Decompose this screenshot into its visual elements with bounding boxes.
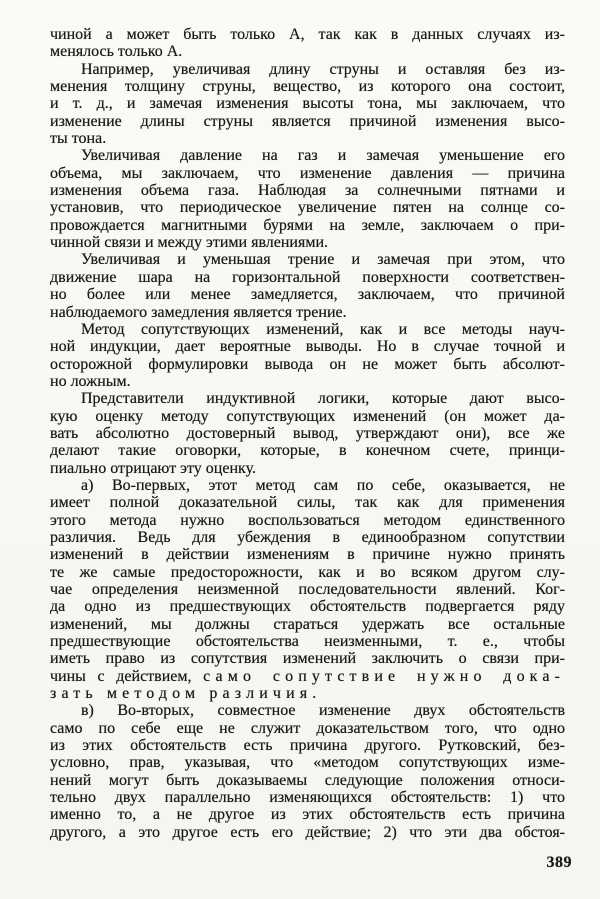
page-number: 389 bbox=[546, 854, 572, 871]
text-line bbox=[50, 234, 565, 251]
text-segment: ной индукции, дает вероятные выводы. Но в случае точной и bbox=[50, 338, 565, 356]
emphasized-text-segment: само сопутствие нужно дока- bbox=[203, 667, 566, 685]
text-segment: различия. Ведь для убеждения в единообразном сопутствии bbox=[50, 528, 565, 546]
text-segment: Метод сопутствующих изменений, как и все методы науч- bbox=[81, 320, 565, 338]
text-line bbox=[50, 720, 565, 737]
text-line bbox=[50, 321, 565, 338]
text-line bbox=[50, 373, 565, 390]
text-segment: ты тона. bbox=[50, 130, 107, 148]
text-line bbox=[50, 251, 565, 268]
text-segment: изменений в действии изменениям в причине нужно принять bbox=[50, 546, 565, 564]
text-segment: имеет полной доказательной силы, так как для применения bbox=[50, 494, 565, 512]
text-line bbox=[50, 217, 565, 234]
text-line bbox=[50, 598, 565, 615]
text-segment: а) Во-первых, этот метод сам по себе, оказывается, не bbox=[81, 476, 565, 494]
text-line bbox=[50, 182, 565, 199]
text-line bbox=[50, 529, 565, 546]
text-segment: кую оценку методу сопутствующих изменений (он может да- bbox=[50, 407, 565, 425]
text-line bbox=[50, 130, 565, 147]
text-segment: другого, а это другое есть его действие; 2) что эти два обстоя- bbox=[50, 823, 565, 841]
text-segment: и т. д., и замечая изменения высоты тона, мы заключаем, что bbox=[50, 95, 565, 113]
text-segment: установив, что периодическое увеличение пятен на солнце со- bbox=[50, 199, 565, 217]
text-line bbox=[50, 338, 565, 355]
text-line bbox=[50, 616, 565, 633]
text-segment: делают такие оговорки, которые, в конечном счете, принци- bbox=[50, 442, 565, 460]
text-line bbox=[50, 512, 565, 529]
text-segment: чинной связи и между этими явлениями. bbox=[50, 234, 329, 252]
text-segment: именно то, а не другое из этих обстоятельств есть причина bbox=[50, 806, 565, 824]
text-segment: Увеличивая давление на газ и замечая уменьшение его bbox=[81, 147, 565, 165]
text-line bbox=[50, 269, 565, 286]
text-segment: тельно двух параллельно изменяющихся обстоятельств: 1) что bbox=[50, 789, 565, 807]
text-line bbox=[50, 633, 565, 650]
page-text-block bbox=[50, 26, 565, 841]
text-segment: в) Во-вторых, совместное изменение двух обстоятельств bbox=[81, 702, 565, 720]
text-line bbox=[50, 494, 565, 511]
text-segment: вать абсолютно достоверный вывод, утверждают они), все же bbox=[50, 424, 565, 442]
text-segment: изменения объема газа. Наблюдая за солнечными пятнами и bbox=[50, 182, 565, 200]
text-line bbox=[50, 754, 565, 771]
text-segment: нений могут быть доказываемы следующие положения относи- bbox=[50, 771, 565, 789]
text-line bbox=[50, 789, 565, 806]
text-segment: этого метода нужно воспользоваться методом единственного bbox=[50, 511, 565, 529]
text-segment: менялось только А. bbox=[50, 43, 183, 61]
text-line bbox=[50, 685, 565, 702]
text-line bbox=[50, 26, 565, 43]
text-segment: те же самые предосторожности, как и во всяком другом слу- bbox=[50, 563, 565, 581]
text-line bbox=[50, 737, 565, 754]
text-line bbox=[50, 113, 565, 130]
text-segment: само по себе еще не служит доказательством того, что одно bbox=[50, 719, 565, 737]
text-segment: менения толщину струны, вещество, из которого она состоит, bbox=[50, 78, 565, 96]
text-segment: провождается магнитными бурями на земле, заключаем о при- bbox=[50, 216, 565, 234]
text-line bbox=[50, 304, 565, 321]
text-line bbox=[50, 425, 565, 442]
text-line bbox=[50, 78, 565, 95]
text-line bbox=[50, 546, 565, 563]
text-segment: осторожной формулировки вывода он не может быть абсолют- bbox=[50, 355, 565, 373]
text-line bbox=[50, 408, 565, 425]
text-line bbox=[50, 286, 565, 303]
text-line bbox=[50, 147, 565, 164]
text-segment: предшествующие обстоятельства неизменными, т. е., чтобы bbox=[50, 633, 565, 651]
emphasized-text-segment: зать методом различия. bbox=[50, 685, 322, 703]
text-segment: движение шара на горизонтальной поверхности соответствен- bbox=[50, 268, 565, 286]
text-line bbox=[50, 772, 565, 789]
text-segment: иметь право из сопутствия изменений заключить о связи при- bbox=[50, 650, 565, 668]
text-segment: но более или менее замедляется, заключаем, что причиной bbox=[50, 286, 565, 304]
text-line bbox=[50, 165, 565, 182]
text-line bbox=[50, 806, 565, 823]
text-segment: Например, увеличивая длину струны и оставляя без из- bbox=[81, 60, 565, 78]
text-line bbox=[50, 390, 565, 407]
text-segment: пиально отрицают эту оценку. bbox=[50, 459, 256, 477]
text-segment: Увеличивая и уменьшая трение и замечая при этом, что bbox=[81, 251, 565, 269]
text-line bbox=[50, 95, 565, 112]
text-segment: условно, прав, указывая, что «методом сопутствующих изме- bbox=[50, 754, 565, 772]
text-line bbox=[50, 61, 565, 78]
text-segment: чае определения неизменной последовательности явлений. Ког- bbox=[50, 581, 565, 598]
text-line bbox=[50, 43, 565, 60]
text-line bbox=[50, 668, 565, 685]
text-segment: изменений, мы должны стараться удержать все остальные bbox=[50, 615, 565, 633]
text-line bbox=[50, 199, 565, 216]
text-line bbox=[50, 702, 565, 719]
text-line bbox=[50, 477, 565, 494]
text-segment: чины с действием, bbox=[50, 667, 204, 685]
text-line bbox=[50, 356, 565, 373]
text-line bbox=[50, 442, 565, 459]
text-line bbox=[50, 581, 565, 598]
text-segment: объема, мы заключаем, что изменение давления — причина bbox=[50, 164, 565, 182]
text-segment: наблюдаемого замедления является трение. bbox=[50, 303, 347, 321]
text-line bbox=[50, 460, 565, 477]
text-line bbox=[50, 824, 565, 841]
text-line bbox=[50, 650, 565, 667]
text-segment: да одно из предшествующих обстоятельств подвергается ряду bbox=[50, 598, 565, 616]
text-segment: Представители индуктивной логики, которые дают высо- bbox=[81, 390, 565, 408]
text-line bbox=[50, 564, 565, 581]
text-segment: изменение длины струны является причиной изменения высо- bbox=[50, 112, 565, 130]
text-segment: но ложным. bbox=[50, 372, 131, 390]
text-segment: чиной а может быть только А, так как в данных случаях из- bbox=[50, 26, 565, 43]
text-segment: из этих обстоятельств есть причина другого. Рутковский, без- bbox=[50, 737, 565, 755]
